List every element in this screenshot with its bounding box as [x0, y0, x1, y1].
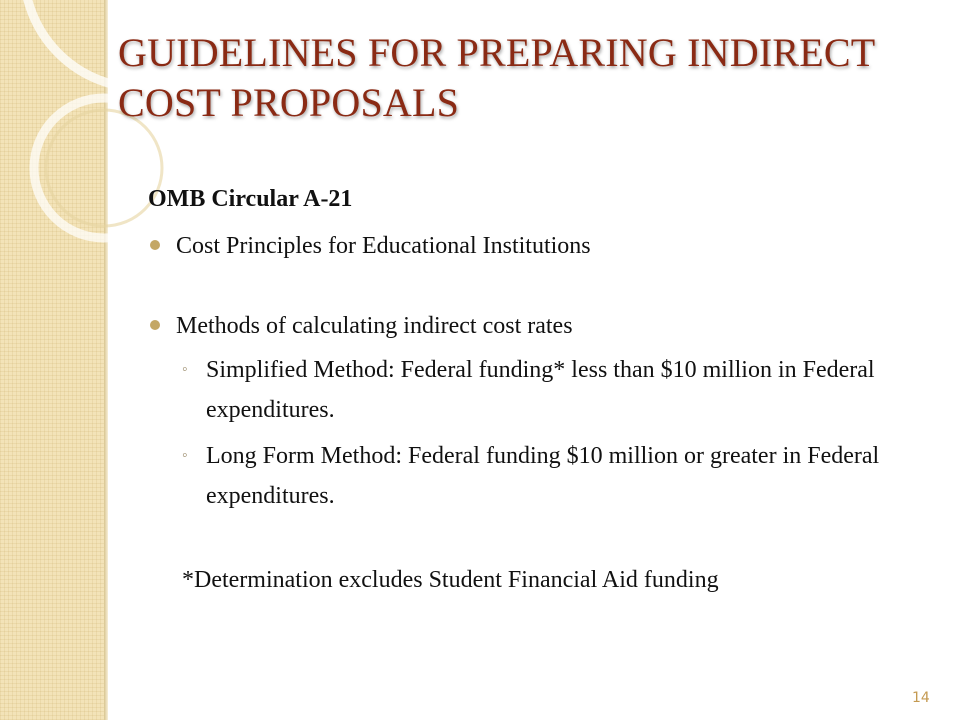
- page-number: 14: [912, 690, 930, 706]
- slide-title: [118, 28, 938, 128]
- title-line-1: GUIDELINES FOR PREPARING INDIRECT: [118, 30, 876, 75]
- hollow-circle-icon: ◦: [182, 447, 188, 464]
- bullet-dot-icon: [150, 240, 160, 250]
- bullet-text: Methods of calculating indirect cost rates: [176, 313, 573, 339]
- bullet-text: Cost Principles for Educational Institutions: [176, 233, 591, 259]
- hollow-circle-icon: ◦: [182, 361, 188, 378]
- sub-bullet-text: Simplified Method: Federal funding* less than $10 million in Federal expenditures.: [206, 357, 875, 423]
- bullet-dot-icon: [150, 320, 160, 330]
- section-heading: OMB Circular A-21: [148, 186, 353, 212]
- sub-bullet-item: [182, 350, 896, 430]
- bullet-item: [150, 233, 591, 260]
- bullet-item: [150, 313, 573, 340]
- sub-bullet-item: [182, 436, 896, 516]
- sub-bullet-text: Long Form Method: Federal funding $10 million or greater in Federal expenditures.: [206, 443, 880, 509]
- footnote: *Determination excludes Student Financial Aid funding: [182, 567, 719, 593]
- title-line-2: COST PROPOSALS: [118, 80, 460, 125]
